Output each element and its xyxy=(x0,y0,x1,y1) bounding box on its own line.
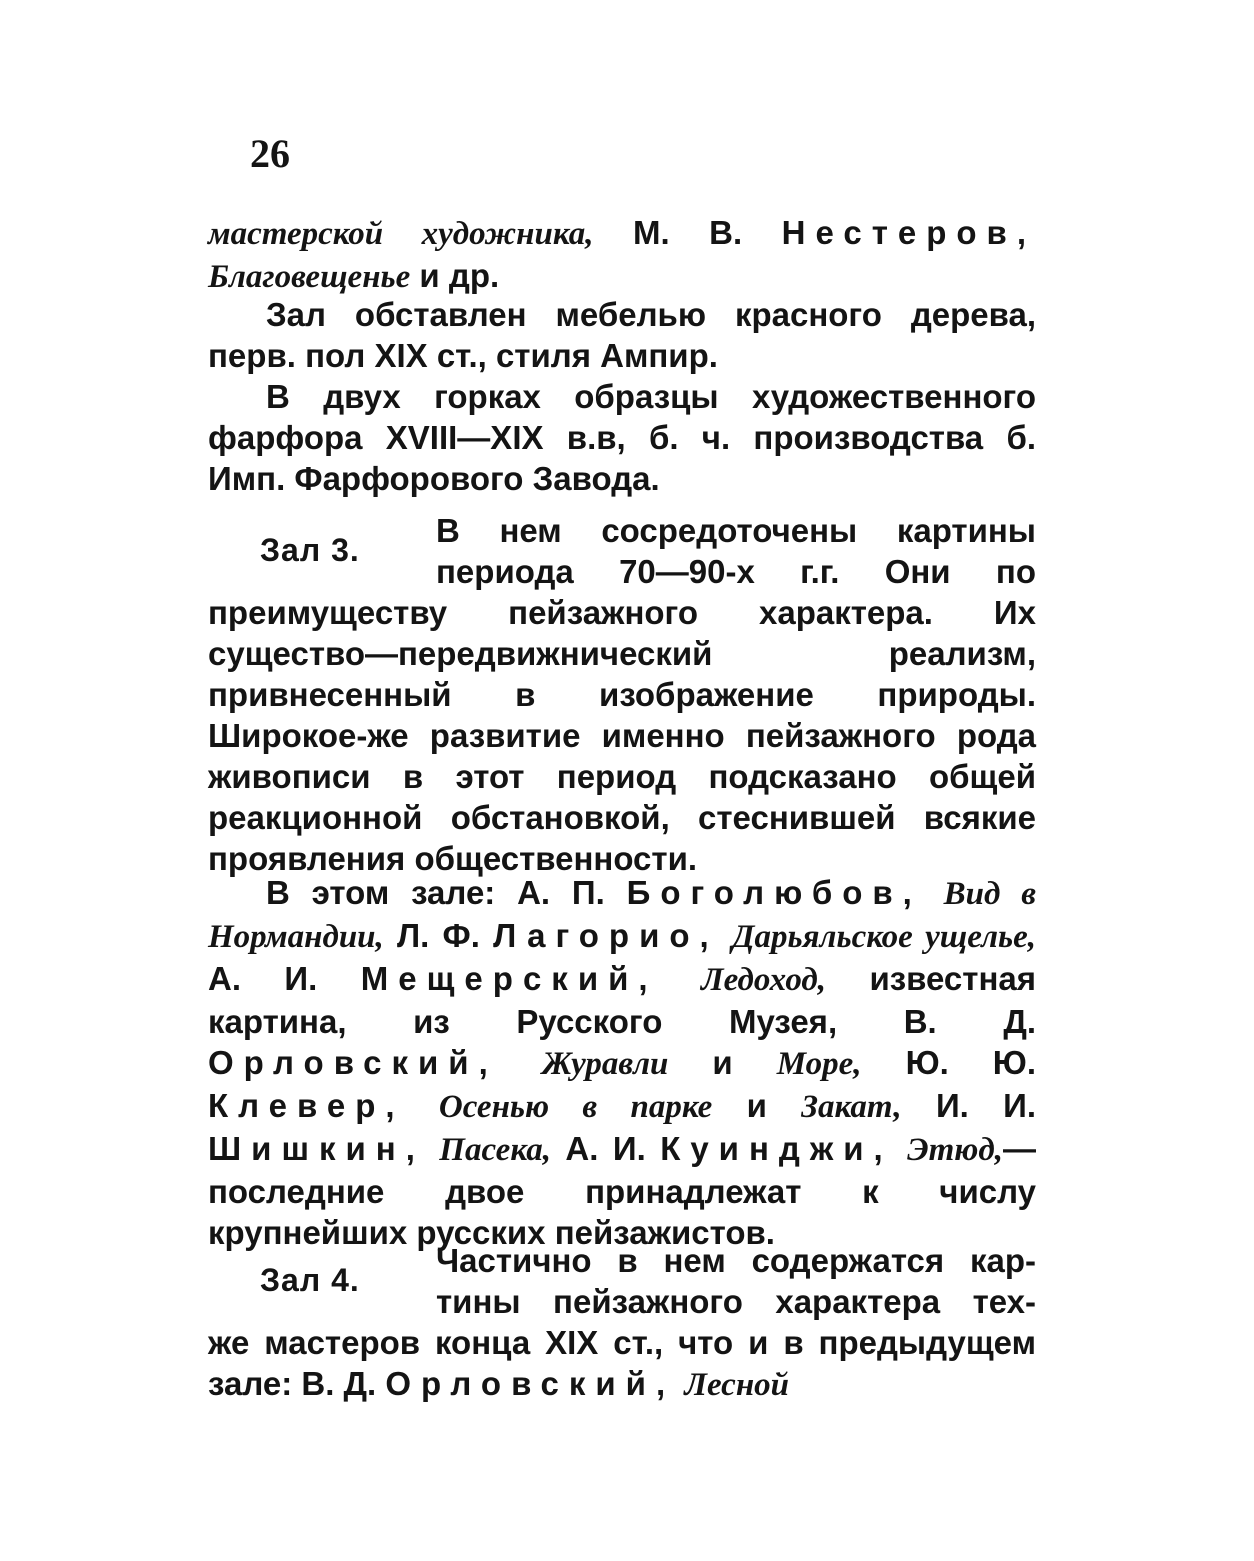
work-title: Дарьяльское ущелье, xyxy=(731,919,1037,955)
paragraph-hall-3-works xyxy=(208,872,1036,1253)
initials: Л. Ф. xyxy=(383,917,494,954)
work-title: Журавли xyxy=(541,1046,669,1082)
work-title: Этюд, xyxy=(907,1132,1003,1168)
text-run: —последние двое принадлежат к числу крупнейших русских пейзажистов. xyxy=(208,1130,1036,1251)
initials: Ю. Ю. xyxy=(861,1044,1036,1081)
section-hall-3 xyxy=(208,510,1036,879)
hall-lead-line: В нем сосредоточены картины xyxy=(436,512,1036,549)
text-run: и др. xyxy=(410,257,500,294)
work-title: Ледоход, xyxy=(701,962,827,998)
paragraph-text: В двух горках образцы художественного фарфора XVIII—XIX в.в, б. ч. производства б. Имп. Фарфорового Завода. xyxy=(208,378,1036,497)
hall-lead-line: тины пейзажного характера тех- xyxy=(436,1283,1036,1320)
initials: И. И. xyxy=(901,1087,1037,1124)
hall-lead-line: периода 70—90-х г.г. Они по xyxy=(436,553,1036,590)
artist-name: Нестеров, xyxy=(781,214,1036,251)
work-title: Осенью в парке xyxy=(438,1089,713,1125)
text-run: В этом зале: А. П. xyxy=(266,874,627,911)
work-title: Пасека, xyxy=(439,1132,551,1168)
work-title: мастерской художника, xyxy=(208,216,594,252)
initials: А. И. xyxy=(550,1130,661,1167)
hall-heading: Зал 3. xyxy=(260,532,360,568)
hall-description: преимуществу пейзажного характера. Их существо—передвижнический реализм, привнесенный в изображение природы. Широкое-же развитие именно пейзажного рода живописи в этот период подсказано общей реакционной обстановкой, стеснившей всякие проявления общественности. xyxy=(208,594,1036,877)
work-title: Море, xyxy=(776,1046,862,1082)
initials: А. И. xyxy=(208,960,361,997)
work-title: Лесной xyxy=(684,1367,789,1403)
page-number: 26 xyxy=(250,131,290,176)
initials: М. В. xyxy=(593,214,782,251)
artist-name: Мещерский, xyxy=(360,960,658,997)
paragraph-text: Зал обставлен мебелью красного дерева, перв. пол XIX ст., стиля Ампир. xyxy=(208,296,1036,374)
paragraph-furniture xyxy=(208,294,1036,376)
artist-name: Куинджи, xyxy=(660,1130,893,1167)
artist-name: Лагорио, xyxy=(493,917,719,954)
artist-name: Боголюбов, xyxy=(626,874,922,911)
artist-name: Орловский, xyxy=(385,1365,676,1402)
artist-name: Клевер, xyxy=(208,1087,405,1124)
hall-heading: Зал 4. xyxy=(260,1262,360,1298)
artist-name: Шишкин, xyxy=(208,1130,425,1167)
work-title: Благовещенье xyxy=(208,259,411,295)
work-title: Вид в Нормандии, xyxy=(208,876,1037,955)
paragraph-artists-continued xyxy=(208,212,1036,298)
paragraph-porcelain xyxy=(208,376,1036,499)
hall-lead-line: Частично в нем содержатся кар- xyxy=(436,1242,1036,1279)
artist-name: Орловский, xyxy=(208,1044,498,1081)
text-run: известная картина, из Русского Музея, В. Д. xyxy=(208,960,1036,1040)
text-run: и xyxy=(712,1087,802,1124)
hall-description: же мастеров конца XIX ст., что и в предыдущем зале: В. Д. xyxy=(208,1324,1036,1402)
section-hall-4 xyxy=(208,1240,1036,1406)
text-run: и xyxy=(668,1044,777,1081)
work-title: Закат, xyxy=(801,1089,902,1125)
